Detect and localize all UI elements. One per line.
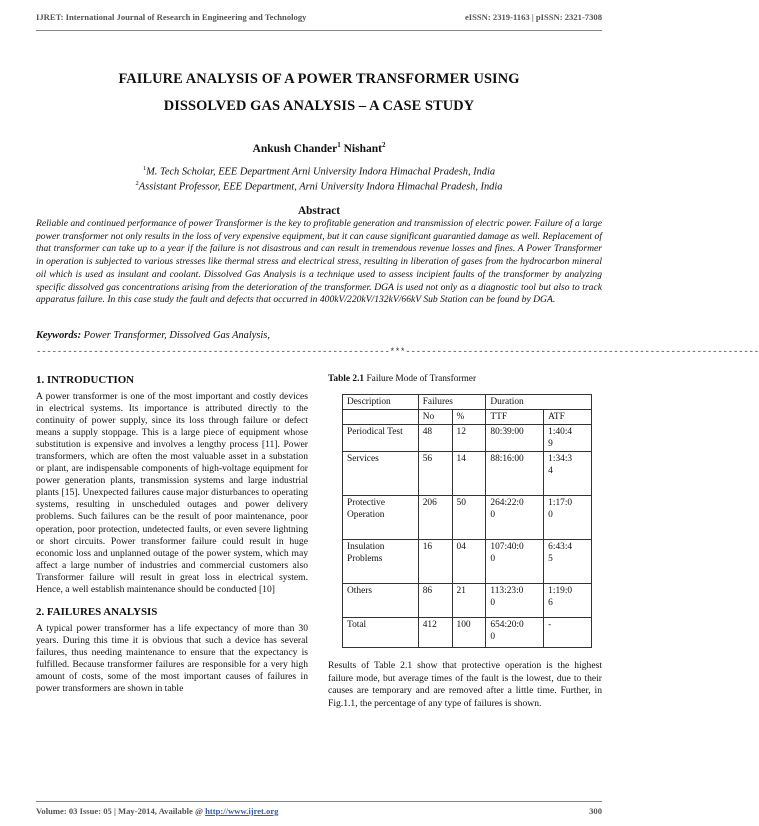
intro-paragraph: A power transformer is one of the most important and costly devices in electrical systems. Its importance is attributed directly to the continuity of power supply, since its loss through failure or defect means a supply stoppage. This is a large piece of equipment whose substitution is expensive and involves a lengthy process [11]. Power transformers, which are often the most valuable asset in a substation or plant, are indispensable components of high-voltage equipment for power generation plants, transmission systems and large industrial plants [15]. Unexpected failures cause major disturbances to operating systems, resulting in unscheduled outages and power delivery problems. Such failures can be the result of poor maintenance, poor operation, poor protection, undetected faults, or even severe lightning or short circuits. Power transformer failure could result in huge economic loss and unplanned outage of the power system, which may affect a large number of industries and commercial customers also Transformer failure will result in great loss in electrical system. Hence, a well establish maintenance should be conducted [10]: [36, 391, 308, 595]
abstract-text: Reliable and continued performance of power Transformer is the key to profitable generation and transmission of electric power. Failure of a large power transformer not only results in the loss of very expensive equipment, but it can cause significant guarantied damage as well. Replacement of that transformer can take up to a year if the failure is not disastrous and can result in tremendous revenue losses and fines. A Power Transformer in operation is subjected to various stresses like thermal stress and electrical stress, resulting in liberation of gases from the hydrocarbon mineral oil which is used as insulant and coolant. Dissolved Gas Analysis is a technique used to assess incipient faults of the transformer by analyzing specific dissolved gas concentrations arising from the deterioration of the transformer. DGA is used not only as a diagnostic tool but also to track apparatus failure. In this case study the fault and defects that occurred in 400kV/220kV/132kV/66kV Sub Station can be found by DGA.: [36, 218, 602, 306]
table-row: [343, 496, 592, 540]
affiliation-2: [40, 180, 598, 192]
table-caption-text: Failure Mode of Transformer: [364, 374, 477, 384]
table-cell-atf: 1:34:3 4: [544, 452, 592, 496]
intro-heading: 1. INTRODUCTION: [36, 374, 135, 386]
table-row: [343, 540, 592, 584]
issn: eISSN: 2319-1163 | pISSN: 2321-7308: [464, 12, 602, 22]
subheader-no: No: [418, 410, 452, 425]
table-cell-pct: 04: [452, 540, 486, 584]
table-cell-pct: 21: [452, 584, 486, 618]
table-cell-atf: 1:17:0 0: [544, 496, 592, 540]
table-cell-ttf: 80:39:00: [486, 425, 544, 452]
table-cell-desc: Services: [343, 452, 419, 496]
affiliation-2-mark: 2: [135, 180, 139, 187]
table-cell-no: 56: [418, 452, 452, 496]
subheader-pct: %: [452, 410, 486, 425]
table-body: [343, 425, 592, 648]
title-line-2: DISSOLVED GAS ANALYSIS – A CASE STUDY: [163, 98, 475, 114]
failures-heading: 2. FAILURES ANALYSIS: [36, 605, 158, 618]
table-cell-ttf: 113:23:0 0: [486, 584, 544, 618]
author-1-mark: 1: [337, 141, 341, 149]
title-line-1: FAILURE ANALYSIS OF A POWER TRANSFORMER USING: [118, 71, 520, 87]
table-cell-atf: 1:19:0 6: [544, 584, 592, 618]
header-failures: Failures: [418, 395, 486, 410]
author-1: Ankush Chander: [252, 142, 338, 155]
results-paragraph: Results of Table 2.1 show that protective operation is the highest failure mode, but average times of the fault is the lowest, due to their causes are temporary and are removed after a little time. Further, in Fig.1.1, the percentage of any type of failures is shown.: [328, 660, 602, 709]
header-duration: Duration: [486, 395, 592, 410]
table-row: [343, 618, 592, 648]
table-subheader-row: [343, 410, 592, 425]
table-cell-desc: Protective Operation: [343, 496, 419, 540]
table-cell-ttf: 107:40:0 0: [486, 540, 544, 584]
keywords: [36, 330, 602, 341]
affiliation-1: [40, 165, 598, 177]
right-column: [328, 374, 602, 720]
subheader-blank: [343, 410, 419, 425]
header-divider: [36, 30, 602, 31]
subheader-atf: ATF: [544, 410, 592, 425]
page-number: 300: [589, 806, 602, 816]
table-cell-desc: Periodical Test: [343, 425, 419, 452]
table-cell-no: 206: [418, 496, 452, 540]
table-row: [343, 452, 592, 496]
table-cell-no: 16: [418, 540, 452, 584]
table-cell-no: 48: [418, 425, 452, 452]
table-cell-desc: Total: [343, 618, 419, 648]
table-caption: [328, 374, 602, 384]
table-row: [343, 584, 592, 618]
table-cell-atf: 6:43:4 5: [544, 540, 592, 584]
failure-mode-table: [342, 394, 592, 648]
journal-name: IJRET: International Journal of Research in Engineering and Technology: [36, 12, 307, 22]
failures-paragraph: A typical power transformer has a life expectancy of more than 30 years. During this time it is obvious that such a device has several failures, thus needing maintenance to ensure that the expectancy is fulfilled. Because transformer failures are responsible for a very high amount of costs, some of the most important causes of failures in power transformers are shown in table: [36, 622, 308, 695]
authors: [40, 141, 598, 155]
table-cell-atf: -: [544, 618, 592, 648]
table-cell-ttf: 264:22:0 0: [486, 496, 544, 540]
paper-title: [40, 66, 598, 120]
table-cell-desc: Insulation Problems: [343, 540, 419, 584]
affiliation-2-text: Assistant Professor, EEE Department, Arni University Indora Himachal Pradesh, India: [138, 181, 503, 193]
table-header-row: [343, 395, 592, 410]
affiliation-1-mark: 1: [142, 165, 147, 172]
table-cell-pct: 12: [452, 425, 486, 452]
author-2: Nishant: [343, 142, 382, 155]
table-cell-pct: 100: [452, 618, 486, 648]
table-cell-no: 86: [418, 584, 452, 618]
affiliation-1-text: M. Tech Scholar, EEE Department Arni University Indora Himachal Pradesh, India: [146, 166, 496, 178]
footer-volume-text: Volume: 03 Issue: 05 | May-2014, Available @: [36, 806, 206, 816]
table-cell-desc: Others: [343, 584, 419, 618]
table-cell-pct: 14: [452, 452, 486, 496]
table-cell-no: 412: [418, 618, 452, 648]
table-cell-ttf: 88:16:00: [486, 452, 544, 496]
running-header: [36, 12, 602, 24]
left-column: [36, 374, 308, 695]
footer-divider: [36, 801, 602, 802]
journal-link[interactable]: http://www.ijret.org: [205, 806, 279, 816]
table-cell-pct: 50: [452, 496, 486, 540]
footer-volume: [36, 806, 278, 816]
subheader-ttf: TTF: [486, 410, 544, 425]
keywords-text: Power Transformer, Dissolved Gas Analysis,: [83, 330, 270, 341]
table-cell-atf: 1:40:4 9: [544, 425, 592, 452]
author-2-mark: 2: [381, 141, 386, 149]
table-caption-label: Table 2.1: [328, 374, 365, 384]
header-description: Description: [343, 395, 419, 410]
abstract-heading: Abstract: [297, 205, 341, 217]
keywords-label: Keywords:: [36, 330, 82, 341]
section-separator: --------------------------------------------------------------------***--------------------------------------------------------------------: [36, 347, 759, 357]
table-row: [343, 425, 592, 452]
table-cell-ttf: 654:20:0 0: [486, 618, 544, 648]
